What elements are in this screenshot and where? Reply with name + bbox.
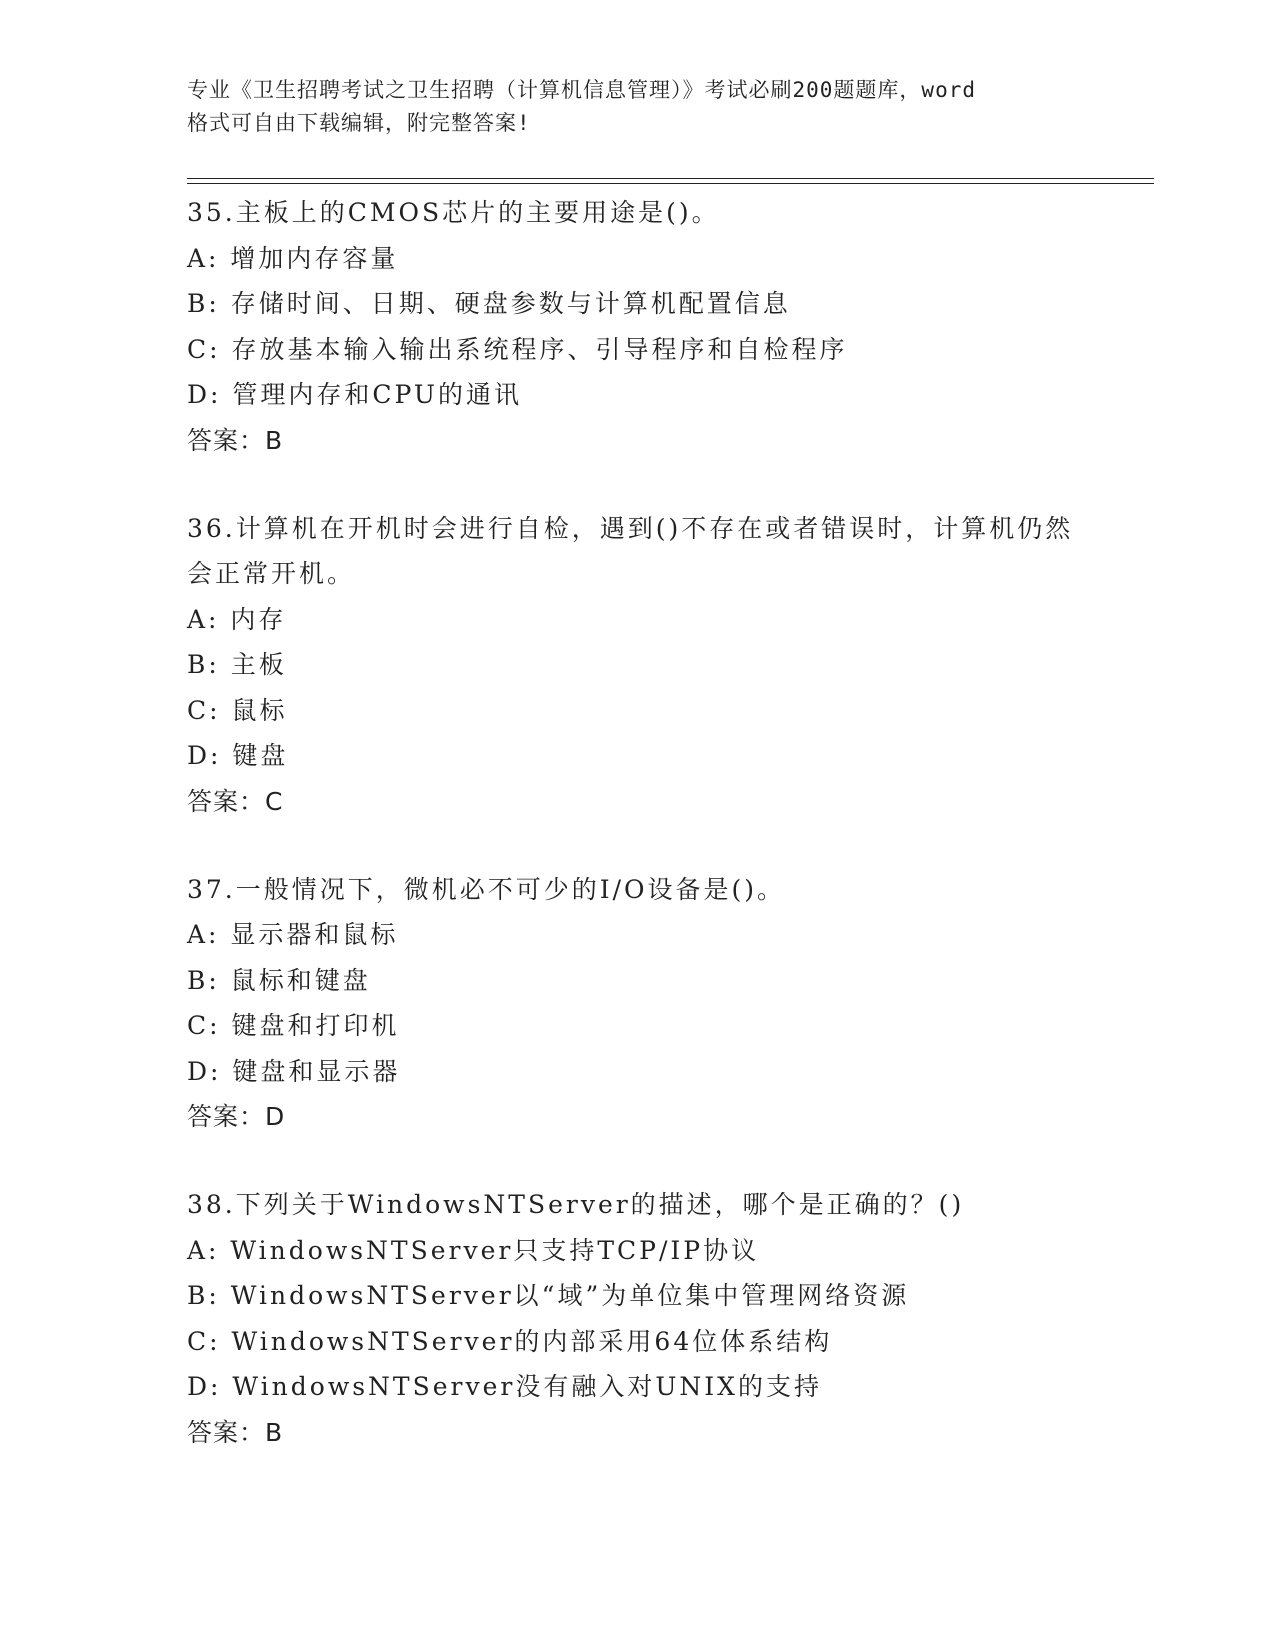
option-d: D: WindowsNTServer没有融入对UNIX的支持 [187,1372,822,1401]
option-c: C: 键盘和打印机 [187,1011,400,1040]
option-d: D: 键盘 [187,741,289,770]
answer-line: 答案：B [187,425,284,455]
header-line-1: 专业《卫生招聘考试之卫生招聘（计算机信息管理）》考试必刷200题题库，word [187,78,976,102]
question-37 [187,867,1087,1141]
document-header [187,74,1087,140]
option-a: A: 显示器和鼠标 [187,920,399,949]
option-c: C: 存放基本输入输出系统程序、引导程序和自检程序 [187,334,848,364]
header-line-2: 格式可自由下载编辑，附完整答案! [187,111,531,135]
question-stem: 37.一般情况下，微机必不可少的I/O设备是()。 [187,874,786,904]
option-d: D: 键盘和显示器 [187,1056,401,1086]
question-stem: 36.计算机在开机时会进行自检，遇到()不存在或者错误时，计算机仍然会正常开机。 [187,513,1074,588]
option-a: A: 增加内存容量 [187,243,399,273]
header-divider-bottom [187,183,1154,184]
question-stem: 38.下列关于WindowsNTServer的描述，哪个是正确的？() [187,1190,965,1219]
question-list [187,190,1087,1498]
question-35 [187,190,1087,464]
header-divider-top [187,178,1154,179]
answer-line: 答案：C [187,786,284,816]
question-36 [187,506,1087,825]
option-c: C: WindowsNTServer的内部采用64位体系结构 [187,1326,833,1356]
answer-line: 答案：B [187,1417,284,1447]
option-b: B: 主板 [187,650,287,679]
option-b: B: 鼠标和键盘 [187,965,371,995]
answer-line: 答案：D [187,1102,286,1131]
option-c: C: 鼠标 [187,695,288,725]
question-stem: 35.主板上的CMOS芯片的主要用途是()。 [187,198,720,227]
option-b: B: WindowsNTServer以“域”为单位集中管理网络资源 [187,1281,910,1310]
option-b: B: 存储时间、日期、硬盘参数与计算机配置信息 [187,289,791,318]
option-a: A: WindowsNTServer只支持TCP/IP协议 [187,1235,760,1265]
question-38 [187,1182,1087,1456]
option-d: D: 管理内存和CPU的通讯 [187,380,522,409]
option-a: A: 内存 [187,604,287,634]
